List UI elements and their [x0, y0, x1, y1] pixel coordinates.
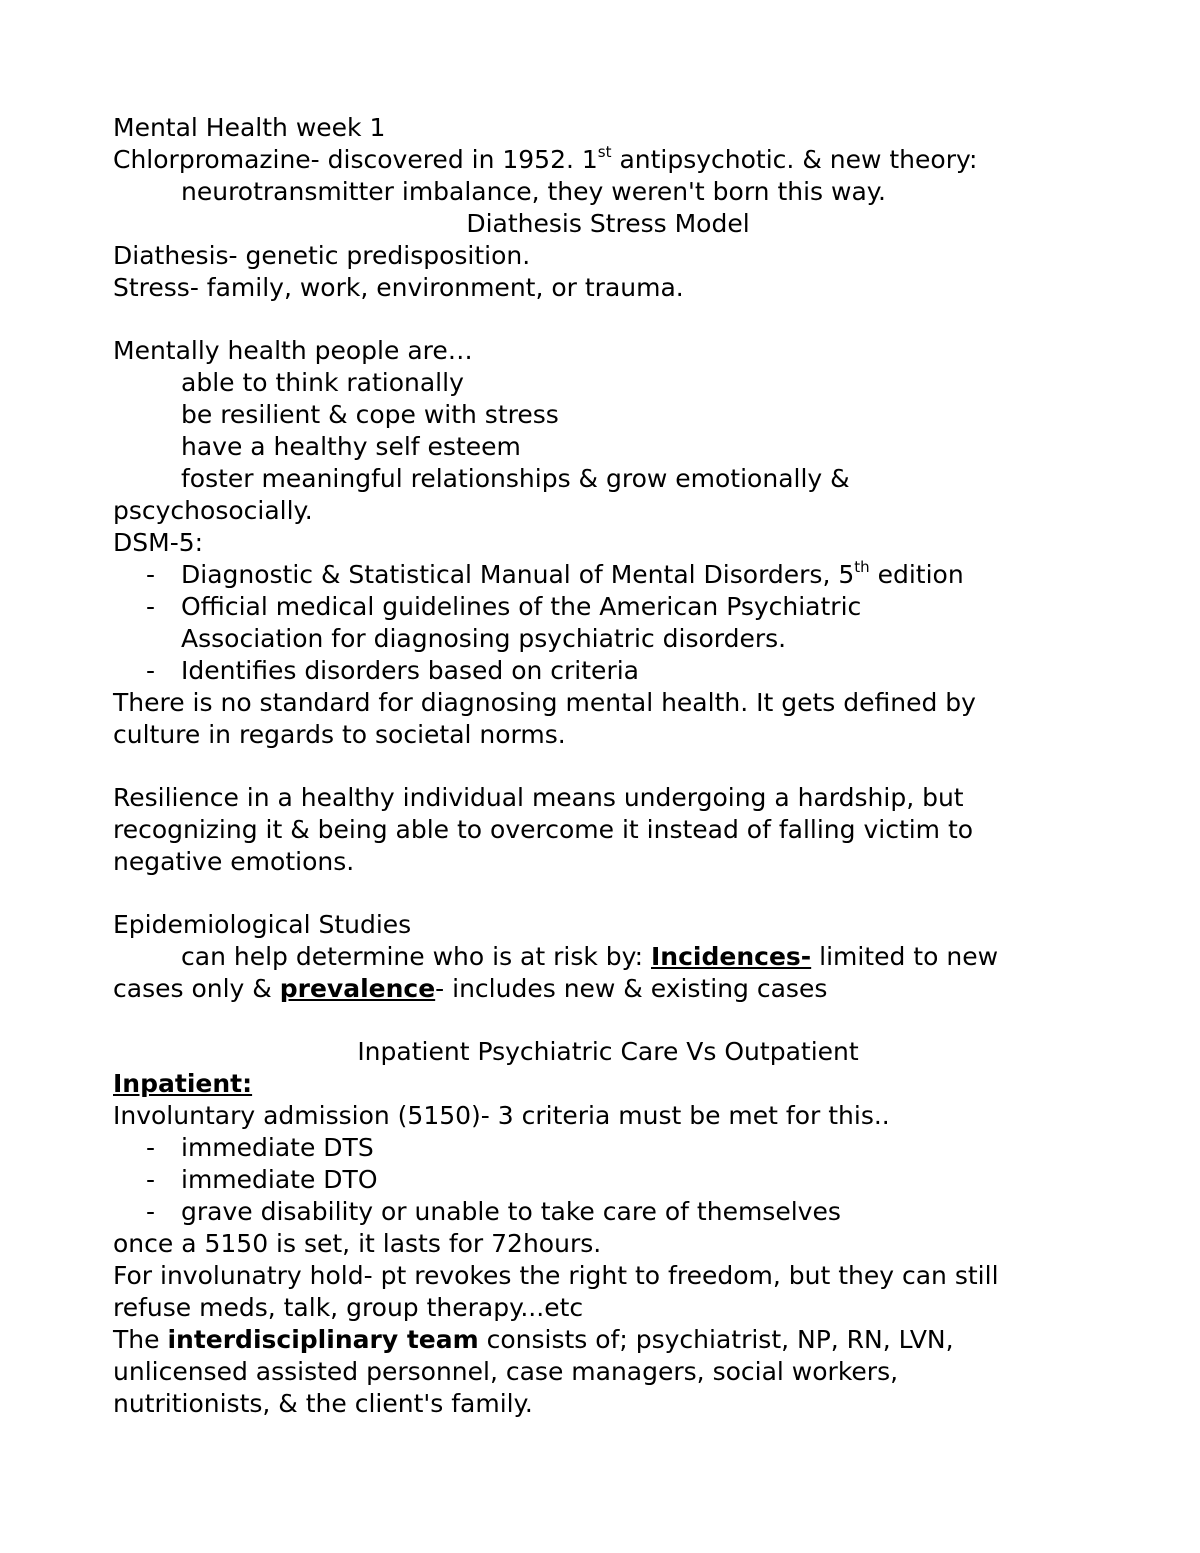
dash-bullet: -	[146, 560, 156, 589]
hold-line-1: For involunatry hold- pt revokes the right to freedom, but they can still	[113, 1261, 999, 1290]
spacer	[113, 878, 1103, 909]
dash-bullet: -	[146, 1165, 156, 1194]
dash-bullet: -	[146, 656, 156, 685]
team-line-3: nutritionists, & the client's family.	[113, 1389, 533, 1418]
list-item: be resilient & cope with stress	[181, 400, 559, 429]
inpatient-label: Inpatient:	[113, 1069, 253, 1098]
resilience-line-1: Resilience in a healthy individual means undergoing a hardship, but	[113, 783, 964, 812]
list-item: - immediate DTS	[146, 1133, 374, 1162]
epidemiological-heading: Epidemiological Studies	[113, 910, 412, 939]
page-title: Mental Health week 1	[113, 113, 386, 142]
team-line-1: The interdisciplinary team consists of; psychiatrist, NP, RN, LVN,	[113, 1325, 954, 1354]
list-item: able to think rationally	[181, 368, 464, 397]
stress-line: Stress- family, work, environment, or trauma.	[113, 273, 684, 302]
dash-bullet: -	[146, 1197, 156, 1226]
dsm-item-manual: - Diagnostic & Statistical Manual of Mental Disorders, 5th edition	[146, 557, 964, 589]
epidemiological-line-1: can help determine who is at risk by: Incidences- limited to new	[181, 942, 999, 971]
dsm-item-criteria: - Identifies disorders based on criteria	[146, 656, 639, 685]
criteria-list	[113, 1132, 1103, 1228]
dsm-list	[113, 559, 1103, 687]
diathesis-heading: Diathesis Stress Model	[466, 209, 750, 238]
team-term: interdisciplinary team	[167, 1325, 479, 1354]
mentally-healthy-intro: Mentally health people are…	[113, 336, 473, 365]
standard-line-1: There is no standard for diagnosing mental health. It gets defined by	[113, 688, 976, 717]
standard-line-2: culture in regards to societal norms.	[113, 720, 566, 749]
list-item: - grave disability or unable to take care of themselves	[146, 1197, 841, 1226]
spacer	[113, 304, 1103, 335]
dsm-item-guidelines: - Official medical guidelines of the American Psychiatric	[146, 592, 862, 621]
care-heading: Inpatient Psychiatric Care Vs Outpatient	[357, 1037, 859, 1066]
once-line: once a 5150 is set, it lasts for 72hours.	[113, 1229, 602, 1258]
dash-bullet: -	[146, 1133, 156, 1162]
dsm-label: DSM-5:	[113, 528, 204, 557]
prevalence-term: prevalence	[279, 974, 436, 1003]
incidences-term: Incidences-	[651, 942, 812, 971]
list-item-wrap: pscychosocially.	[113, 496, 313, 525]
list-item: foster meaningful relationships & grow emotionally &	[181, 464, 850, 493]
spacer	[113, 751, 1103, 782]
resilience-line-2: recognizing it & being able to overcome it instead of falling victim to	[113, 815, 974, 844]
resilience-line-3: negative emotions.	[113, 847, 355, 876]
epidemiological-line-2: cases only & prevalence- includes new & existing cases	[113, 974, 828, 1003]
document-body	[113, 112, 1103, 1420]
list-item: - immediate DTO	[146, 1165, 378, 1194]
chlorpromazine-line: Chlorpromazine- discovered in 1952. 1st antipsychotic. & new theory:	[113, 142, 978, 174]
involuntary-line: Involuntary admission (5150)- 3 criteria must be met for this..	[113, 1101, 890, 1130]
dsm-item-guidelines-wrap: Association for diagnosing psychiatric disorders.	[181, 624, 787, 653]
list-item: have a healthy self esteem	[181, 432, 521, 461]
spacer	[113, 1005, 1103, 1036]
team-line-2: unlicensed assisted personnel, case managers, social workers,	[113, 1357, 899, 1386]
neurotransmitter-line: neurotransmitter imbalance, they weren't born this way.	[181, 177, 886, 206]
dash-bullet: -	[146, 592, 156, 621]
diathesis-line: Diathesis- genetic predisposition.	[113, 241, 531, 270]
hold-line-2: refuse meds, talk, group therapy...etc	[113, 1293, 584, 1322]
